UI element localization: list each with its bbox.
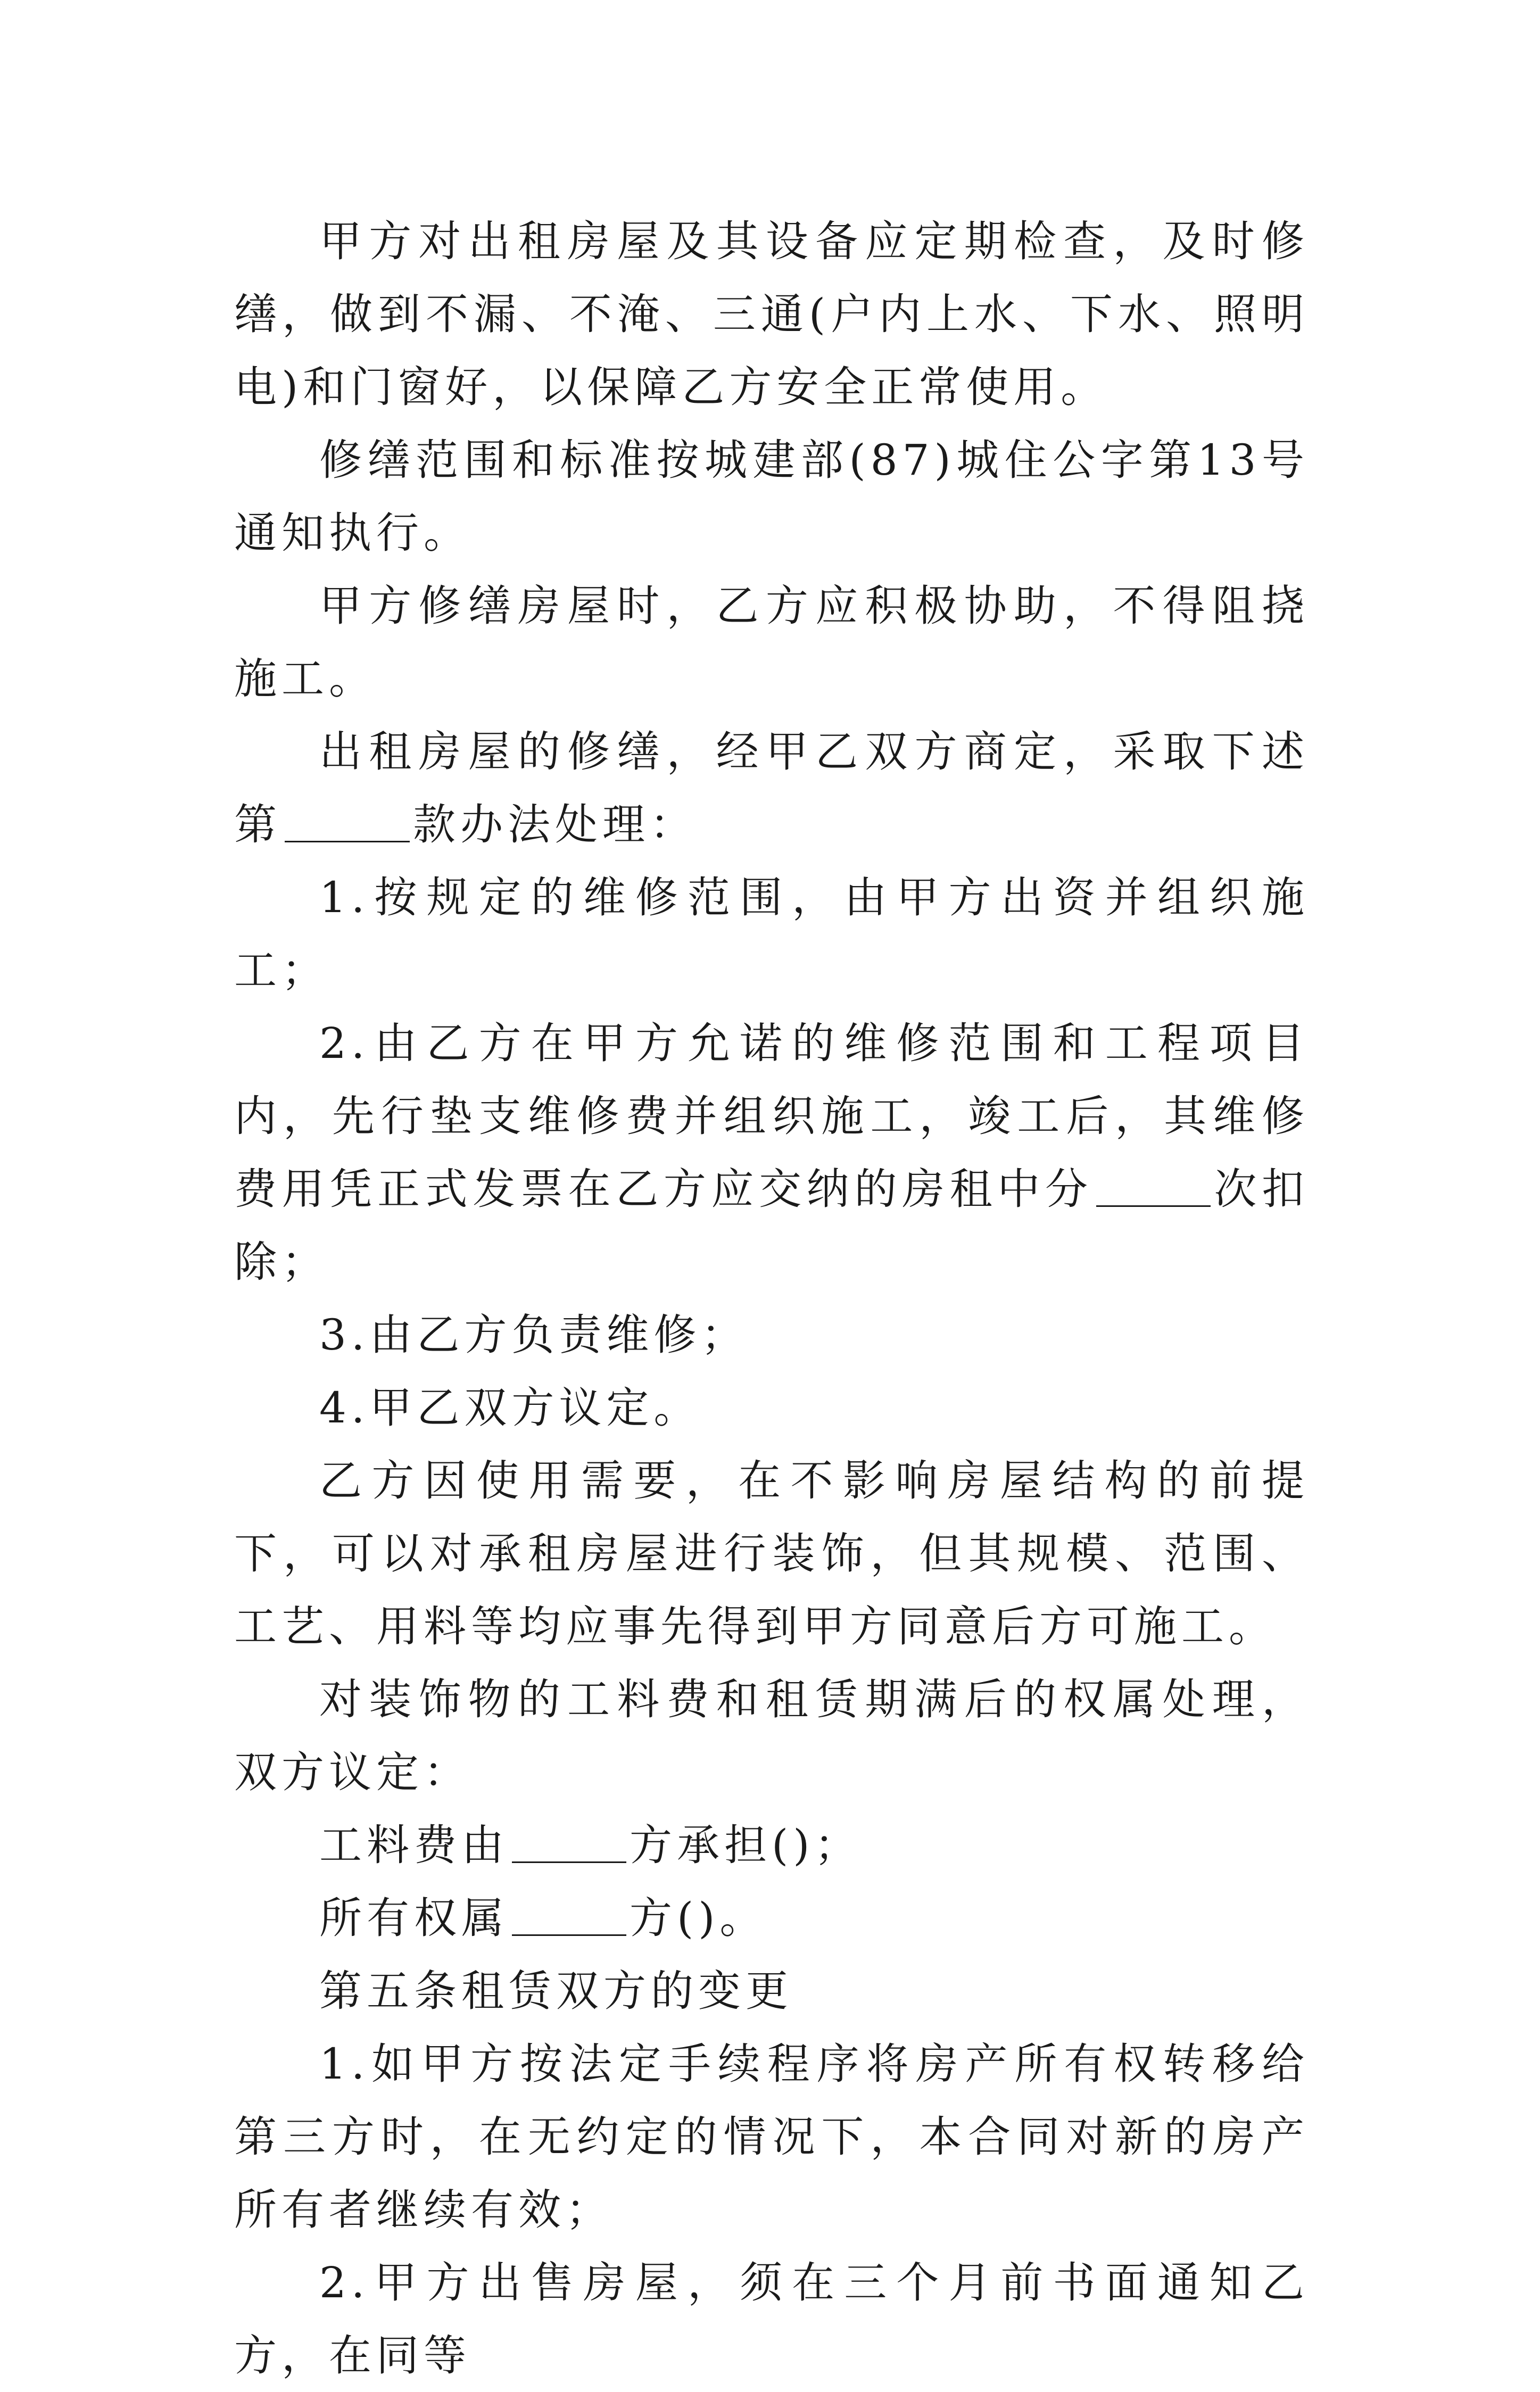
list-item-option-4: 4.甲乙双方议定。: [319, 1383, 701, 1433]
list-item-option-1: 1.按规定的维修范围，由甲方出资并组织施工；: [234, 873, 1309, 995]
paragraph-text: 次扣除；: [234, 1164, 1310, 1287]
paragraph-decoration-ownership: 对装饰物的工料费和租赁期满后的权属处理，双方议定：: [234, 1675, 1309, 1797]
fill-in-blank: [512, 1892, 626, 1936]
fill-in-blank: [285, 798, 410, 842]
paragraph-text: 出租房屋的修缮，经甲乙双方商定，采取下述第: [234, 727, 1309, 849]
paragraph-text: 方承担()；: [630, 1820, 862, 1870]
section-heading-article-5: 第五条租赁双方的变更: [319, 1966, 793, 2016]
list-item-change-2: 2.甲方出售房屋，须在三个月前书面通知乙方，在同等: [234, 2258, 1309, 2380]
list-item-option-2: [234, 1007, 1309, 1298]
list-item-change-1: 1.如甲方按法定手续程序将房产所有权转移给第三方时，在无约定的情况下，本合同对新的房产所有者继续有效；: [234, 2039, 1309, 2234]
paragraph-text: 方()。: [630, 1893, 767, 1943]
paragraph-repair-standard: 修缮范围和标准按城建部(87)城住公字第13号通知执行。: [234, 435, 1309, 558]
paragraph-ownership: [234, 1882, 1309, 1955]
paragraph-repair-method: [234, 715, 1309, 861]
paragraph-text: 2.由乙方在甲方允诺的维修范围和工程项目内，先行垫支维修费并组织施工，竣工后，其维修费用凭正式发票在乙方应交纳的房租中分: [234, 1019, 1309, 1214]
paragraph-text: 工料费由: [319, 1820, 509, 1870]
fill-in-blank: [512, 1819, 626, 1863]
paragraph-decoration: 乙方因使用需要，在不影响房屋结构的前提下，可以对承租房屋进行装饰，但其规模、范围、工艺、用料等均应事先得到甲方同意后方可施工。: [234, 1456, 1309, 1651]
paragraph-labor-cost: [234, 1809, 1309, 1882]
fill-in-blank: [1096, 1163, 1211, 1207]
list-item-option-3: 3.由乙方负责维修；: [319, 1310, 749, 1360]
paragraph-text: 所有权属: [319, 1893, 509, 1943]
document-body: [234, 205, 1309, 2392]
paragraph-repair-duty: 甲方对出租房屋及其设备应定期检查，及时修缮，做到不漏、不淹、三通(户内上水、下水、照明电)和门窗好，以保障乙方安全正常使用。: [234, 217, 1309, 412]
paragraph-cooperation: 甲方修缮房屋时，乙方应积极协助，不得阻挠施工。: [234, 581, 1309, 703]
paragraph-text: 款办法处理：: [413, 800, 697, 849]
